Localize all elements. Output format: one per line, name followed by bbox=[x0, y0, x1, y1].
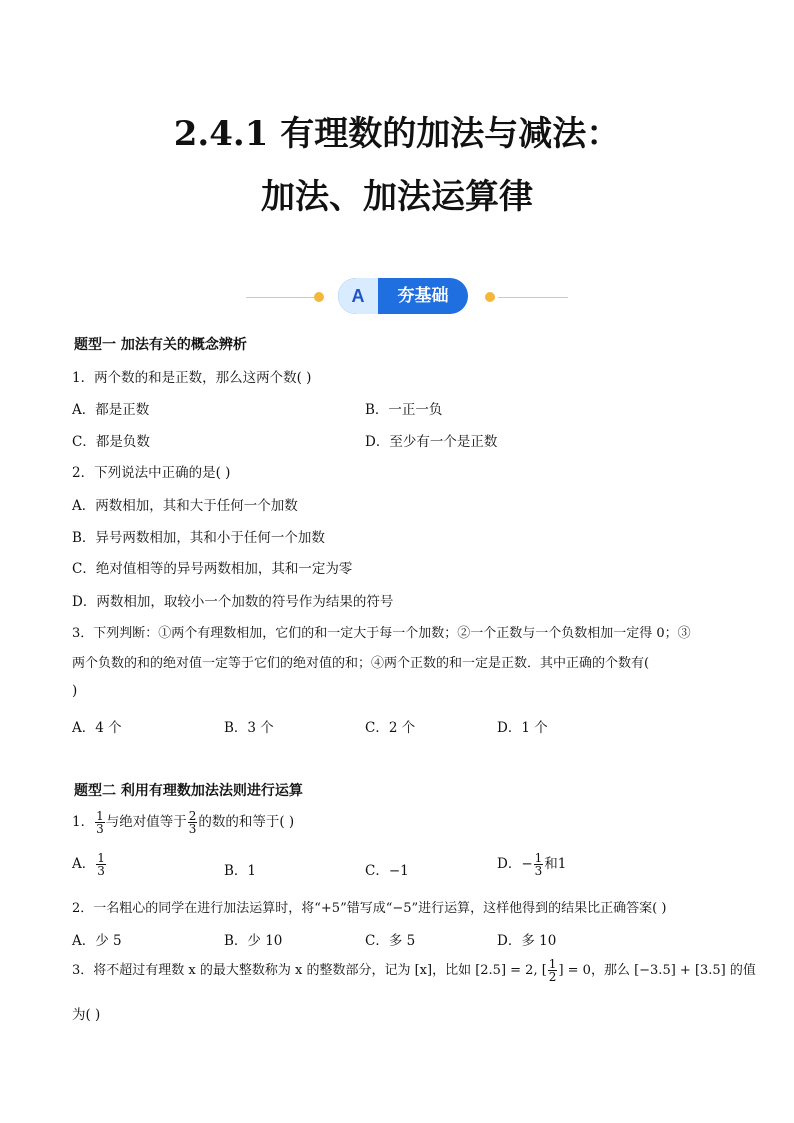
fraction-denominator: 3 bbox=[96, 822, 104, 836]
page-title-line2: 加法、加法运算律 bbox=[261, 177, 533, 217]
s2-q1-d-suffix: 和1 bbox=[544, 856, 567, 872]
badge-left-line bbox=[246, 297, 316, 298]
fraction-numerator: 1 bbox=[534, 851, 543, 865]
s2-q1-suffix: 的数的和等于( ) bbox=[198, 814, 295, 830]
s1-q3-option-b: B．3 个 bbox=[224, 720, 274, 736]
s2-q2-option-a: A．少 5 bbox=[72, 933, 122, 949]
page-title-line1: 2.4.1 有理数的加法与减法： bbox=[173, 114, 621, 154]
s2-q1-d-fraction bbox=[534, 852, 544, 877]
fraction-denominator: 3 bbox=[97, 864, 105, 878]
s1-q1-stem: 1．两个数的和是正数，那么这两个数( ) bbox=[72, 370, 312, 386]
s1-q3-option-a: A．4 个 bbox=[72, 720, 122, 736]
s2-q1-a-fraction bbox=[96, 852, 106, 877]
s1-q1-option-d: D．至少有一个是正数 bbox=[365, 434, 498, 450]
badge-right-line bbox=[498, 297, 568, 298]
s2-q1-option-a bbox=[72, 852, 107, 877]
s1-q3-line3: ) bbox=[72, 683, 78, 699]
option-label: A． bbox=[72, 856, 96, 872]
s1-q3-option-c: C．2 个 bbox=[365, 720, 416, 736]
section1-heading: 题型一 加法有关的概念辨析 bbox=[74, 337, 247, 353]
s1-q2-option-c: C．绝对值相等的异号两数相加，其和一定为零 bbox=[72, 561, 353, 577]
s2-q3-text-a: 3．将不超过有理数 x 的最大整数称为 x 的整数部分，记为 [x]，比如 [2.5] = 2, [ bbox=[72, 963, 547, 978]
s1-q2-option-b: B．异号两数相加，其和小于任何一个加数 bbox=[72, 530, 325, 546]
s1-q2-option-d: D．两数相加，取较小一个加数的符号作为结果的符号 bbox=[72, 594, 394, 610]
fraction-denominator: 3 bbox=[188, 822, 197, 836]
fraction-numerator: 2 bbox=[188, 809, 197, 823]
s1-q2-option-a: A．两数相加，其和大于任何一个加数 bbox=[72, 498, 298, 514]
s2-q1-fraction-1 bbox=[95, 810, 105, 835]
s2-q2-stem: 2．一名粗心的同学在进行加法运算时，将“+5”错写成“−5”进行运算，这样他得到的结果比正确答案( ) bbox=[72, 901, 667, 916]
s2-q1-prefix: 1． bbox=[72, 814, 95, 830]
badge-label: 夯基础 bbox=[397, 286, 449, 306]
fraction-numerator: 1 bbox=[96, 809, 104, 823]
s2-q1-option-b: B．1 bbox=[224, 863, 257, 879]
s2-q3-text-b: ] = 0，那么 [−3.5] + [3.5] 的值 bbox=[558, 963, 756, 978]
option-label: D．− bbox=[497, 856, 533, 872]
section-badge bbox=[246, 278, 560, 316]
s2-q2-option-d: D．多 10 bbox=[497, 933, 557, 949]
badge-right-dot bbox=[485, 292, 495, 302]
badge-pill bbox=[338, 278, 468, 314]
s2-q1-fraction-2 bbox=[188, 810, 198, 835]
s2-q3-line2: 为( ) bbox=[72, 1007, 101, 1023]
section2-heading: 题型二 利用有理数加法法则进行运算 bbox=[74, 783, 303, 799]
fraction-denominator: 3 bbox=[534, 864, 543, 878]
s1-q1-option-b: B．一正一负 bbox=[365, 402, 443, 418]
s1-q2-stem: 2．下列说法中正确的是( ) bbox=[72, 465, 231, 481]
s2-q2-option-c: C．多 5 bbox=[365, 933, 416, 949]
fraction-numerator: 1 bbox=[97, 851, 105, 865]
s2-q1-mid: 与绝对值等于 bbox=[105, 814, 187, 830]
s1-q3-option-d: D．1 个 bbox=[497, 720, 548, 736]
badge-letter: A bbox=[338, 278, 378, 314]
s2-q2-option-b: B．少 10 bbox=[224, 933, 283, 949]
s1-q3-line2: 两个负数的和的绝对值一定等于它们的绝对值的和；④两个正数的和一定是正数．其中正确的个数有( bbox=[72, 656, 650, 671]
s1-q1-option-c: C．都是负数 bbox=[72, 434, 150, 450]
s2-q1-stem bbox=[72, 810, 294, 835]
badge-left-dot bbox=[314, 292, 324, 302]
s1-q1-option-a: A．都是正数 bbox=[72, 402, 150, 418]
s1-q3-line1: 3．下列判断：①两个有理数相加，它们的和一定大于每一个加数；②一个正数与一个负数相加一定得 0；③ bbox=[72, 626, 691, 641]
fraction-denominator: 2 bbox=[548, 970, 557, 984]
s2-q3-line1 bbox=[72, 958, 756, 983]
s2-q3-fraction bbox=[548, 958, 558, 983]
fraction-numerator: 1 bbox=[548, 957, 557, 971]
s2-q1-option-d bbox=[497, 852, 566, 877]
s2-q1-option-c: C．−1 bbox=[365, 863, 409, 879]
